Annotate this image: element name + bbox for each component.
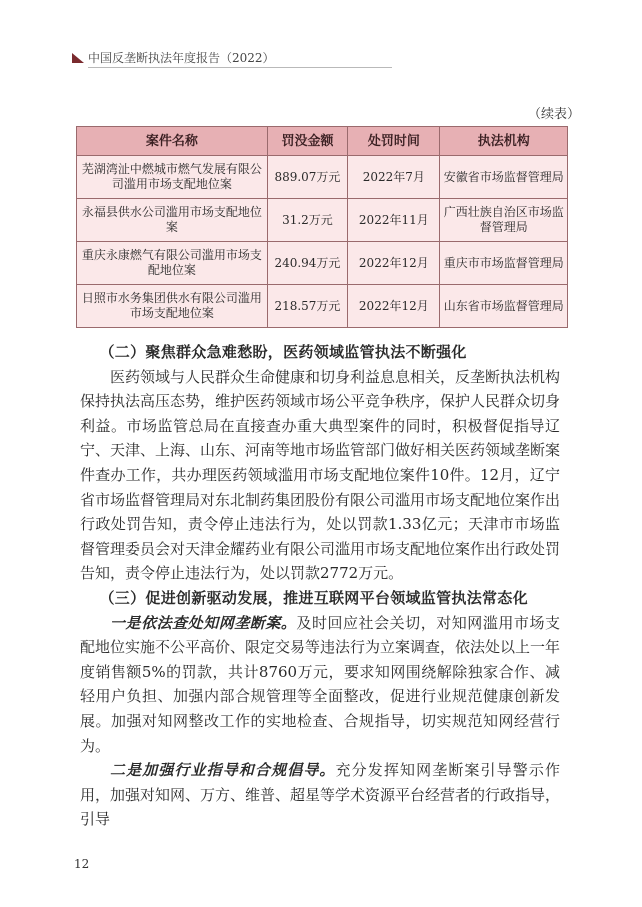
- agency-cell: 重庆市市场监督管理局: [440, 242, 568, 285]
- page-number: 12: [74, 857, 90, 871]
- paragraph-lead: 一是依法查处知网垄断案。: [110, 613, 297, 632]
- amount-cell: 240.94万元: [267, 242, 348, 285]
- enforcement-cases-table: [76, 126, 568, 328]
- amount-cell: 889.07万元: [267, 156, 348, 199]
- table-row: [77, 242, 568, 285]
- case-name-cell: 芜湖湾沚中燃城市燃气发展有限公司滥用市场支配地位案: [77, 156, 268, 199]
- table-row: [77, 156, 568, 199]
- table-row: [77, 199, 568, 242]
- date-cell: 2022年12月: [348, 285, 440, 328]
- section-3-paragraph-2: [80, 758, 560, 832]
- section-2-heading: （二）聚焦群众急难愁盼，医药领域监管执法不断强化: [99, 343, 467, 361]
- column-header-agency: 执法机构: [440, 127, 568, 156]
- date-cell: 2022年12月: [348, 242, 440, 285]
- running-header: [72, 47, 392, 69]
- column-header-date: 处罚时间: [348, 127, 440, 156]
- header-rule: [88, 67, 392, 68]
- agency-cell: 山东省市场监督管理局: [440, 285, 568, 328]
- paragraph-lead: 二是加强行业指导和合规倡导。: [110, 761, 336, 780]
- column-header-case: 案件名称: [77, 127, 268, 156]
- agency-cell: 广西壮族自治区市场监督管理局: [440, 199, 568, 242]
- table-header-row: [77, 127, 568, 156]
- paragraph-text: 充分发挥知网垄断案引导警示作用，加强对知网、万方、维普、超星等学术资源平台经营者的行政指导，引导: [80, 761, 561, 829]
- case-name-cell: 永福县供水公司滥用市场支配地位案: [77, 199, 268, 242]
- section-2-paragraph: 医药领域与人民群众生命健康和切身利益息息相关，反垄断执法机构保持执法高压态势，维护医药领域市场公平竞争秩序，保护人民群众切身利益。市场监管总局在直接查办重大典型案件的同时，积极督促指导辽宁、天津、上海、山东、河南等地市场监管部门做好相关医药领域垄断案件查办工作，共办理医药领域滥用市场支配地位案件10件。12月，辽宁省市场监督管理局对东北制药集团股份有限公司滥用市场支配地位案作出行政处罚告知，责令停止违法行为，处以罚款1.33亿元；天津市市场监督管理委员会对天津金耀药业有限公司滥用市场支配地位案作出行政处罚告知，责令停止违法行为，处以罚款2772万元。: [80, 367, 561, 583]
- case-name-cell: 日照市水务集团供水有限公司滥用市场支配地位案: [77, 285, 268, 328]
- paragraph-text: 及时回应社会关切，对知网滥用市场支配地位实施不公平高价、限定交易等违法行为立案调查，依法处以上一年度销售额5%的罚款，共计8760万元，要求知网围绕解除独家合作、减轻用户负担、加强内部合规管理等全面整改，促进行业规范健康创新发展。加强对知网整改工作的实地检查、合规指导，切实规范知网经营行为。: [80, 613, 561, 755]
- running-header-title: 中国反垄断执法年度报告（2022）: [88, 51, 275, 65]
- amount-cell: 31.2万元: [267, 199, 348, 242]
- header-marker-icon: [72, 53, 84, 63]
- table-continued-label: （续表）: [527, 107, 580, 122]
- date-cell: 2022年7月: [348, 156, 440, 199]
- amount-cell: 218.57万元: [267, 285, 348, 328]
- body-text: [80, 340, 560, 832]
- section-3-paragraph-1: [80, 611, 560, 759]
- table-row: [77, 285, 568, 328]
- case-name-cell: 重庆永康燃气有限公司滥用市场支配地位案: [77, 242, 268, 285]
- agency-cell: 安徽省市场监督管理局: [440, 156, 568, 199]
- section-3-heading: （三）促进创新驱动发展，推进互联网平台领域监管执法常态化: [99, 588, 528, 607]
- column-header-amount: 罚没金额: [267, 127, 348, 156]
- date-cell: 2022年11月: [348, 199, 440, 242]
